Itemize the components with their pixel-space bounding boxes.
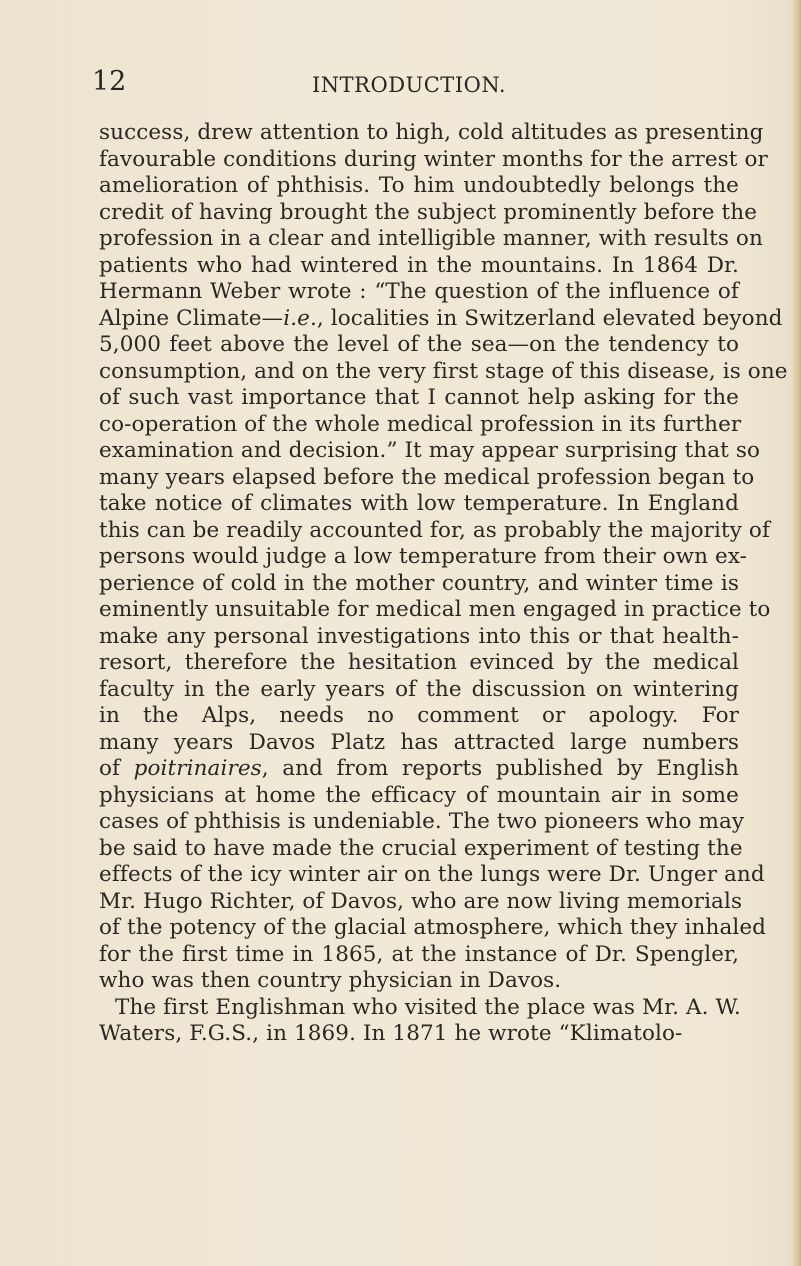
page-header bbox=[0, 66, 801, 102]
body-text bbox=[99, 120, 788, 1048]
text-line: perience of cold in the mother country, and winter time is bbox=[99, 570, 739, 596]
running-head: INTRODUCTION. bbox=[312, 73, 507, 97]
text-line: amelioration of phthisis. To him undoubtedly belongs the bbox=[99, 173, 739, 198]
text-line: be said to have made the crucial experiment of testing the bbox=[99, 835, 743, 861]
text-line: consumption, and on the very first stage of this disease, is one bbox=[99, 358, 788, 384]
text-line: Waters, F.G.S., in 1869. In 1871 he wrote “Klimatolo- bbox=[99, 1021, 683, 1046]
text-line: this can be readily accounted for, as probably the majority of bbox=[99, 517, 770, 543]
text-line: favourable conditions during winter months for the arrest or bbox=[99, 146, 768, 172]
text-line: eminently unsuitable for medical men engaged in practice to bbox=[99, 597, 771, 622]
text-line: co-operation of the whole medical profession in its further bbox=[99, 411, 742, 437]
text-line: resort, therefore the hesitation evinced by the medical bbox=[99, 650, 739, 675]
text-line: success, drew attention to high, cold altitudes as presenting bbox=[99, 120, 764, 145]
text-line: cases of phthisis is undeniable. The two pioneers who may bbox=[99, 809, 745, 834]
text-line: who was then country physician in Davos. bbox=[99, 968, 562, 993]
text-line: persons would judge a low temperature from their own ex- bbox=[99, 544, 748, 569]
text-line: credit of having brought the subject prominently before the bbox=[99, 199, 758, 225]
text-line: physicians at home the efficacy of mountain air in some bbox=[99, 782, 739, 808]
text-line: many years elapsed before the medical profession began to bbox=[99, 464, 755, 490]
page-edge-shadow bbox=[791, 0, 801, 1266]
text-line: of such vast importance that I cannot help asking for the bbox=[99, 385, 739, 410]
text-line: make any personal investigations into this or that health- bbox=[99, 623, 739, 649]
text-line: Mr. Hugo Richter, of Davos, who are now living memorials bbox=[99, 888, 743, 914]
text-line: The first Englishman who visited the place was Mr. A. W. bbox=[115, 994, 741, 1020]
text-line: effects of the icy winter air on the lungs were Dr. Unger and bbox=[99, 862, 765, 887]
text-line: of the potency of the glacial atmosphere, which they inhaled bbox=[99, 915, 767, 940]
text-line: for the first time in 1865, at the instance of Dr. Spengler, bbox=[99, 941, 739, 967]
text-line: many years Davos Platz has attracted large numbers bbox=[99, 729, 739, 755]
text-line: Alpine Climate—i.e., localities in Switzerland elevated beyond bbox=[99, 305, 783, 331]
page-number: 12 bbox=[92, 66, 127, 97]
text-line: 5,000 feet above the level of the sea—on the tendency to bbox=[99, 332, 739, 357]
text-line: examination and decision.” It may appear surprising that so bbox=[99, 438, 760, 463]
text-line: of poitrinaires, and from reports published by English bbox=[99, 756, 739, 781]
text-line: in the Alps, needs no comment or apology. For bbox=[99, 703, 739, 728]
text-line: Hermann Weber wrote : “The question of the influence of bbox=[99, 279, 739, 304]
text-line: patients who had wintered in the mountains. In 1864 Dr. bbox=[99, 252, 739, 278]
text-line: take notice of climates with low temperature. In England bbox=[99, 491, 739, 516]
text-line: faculty in the early years of the discussion on wintering bbox=[99, 676, 739, 702]
text-line: profession in a clear and intelligible manner, with results on bbox=[99, 226, 763, 251]
